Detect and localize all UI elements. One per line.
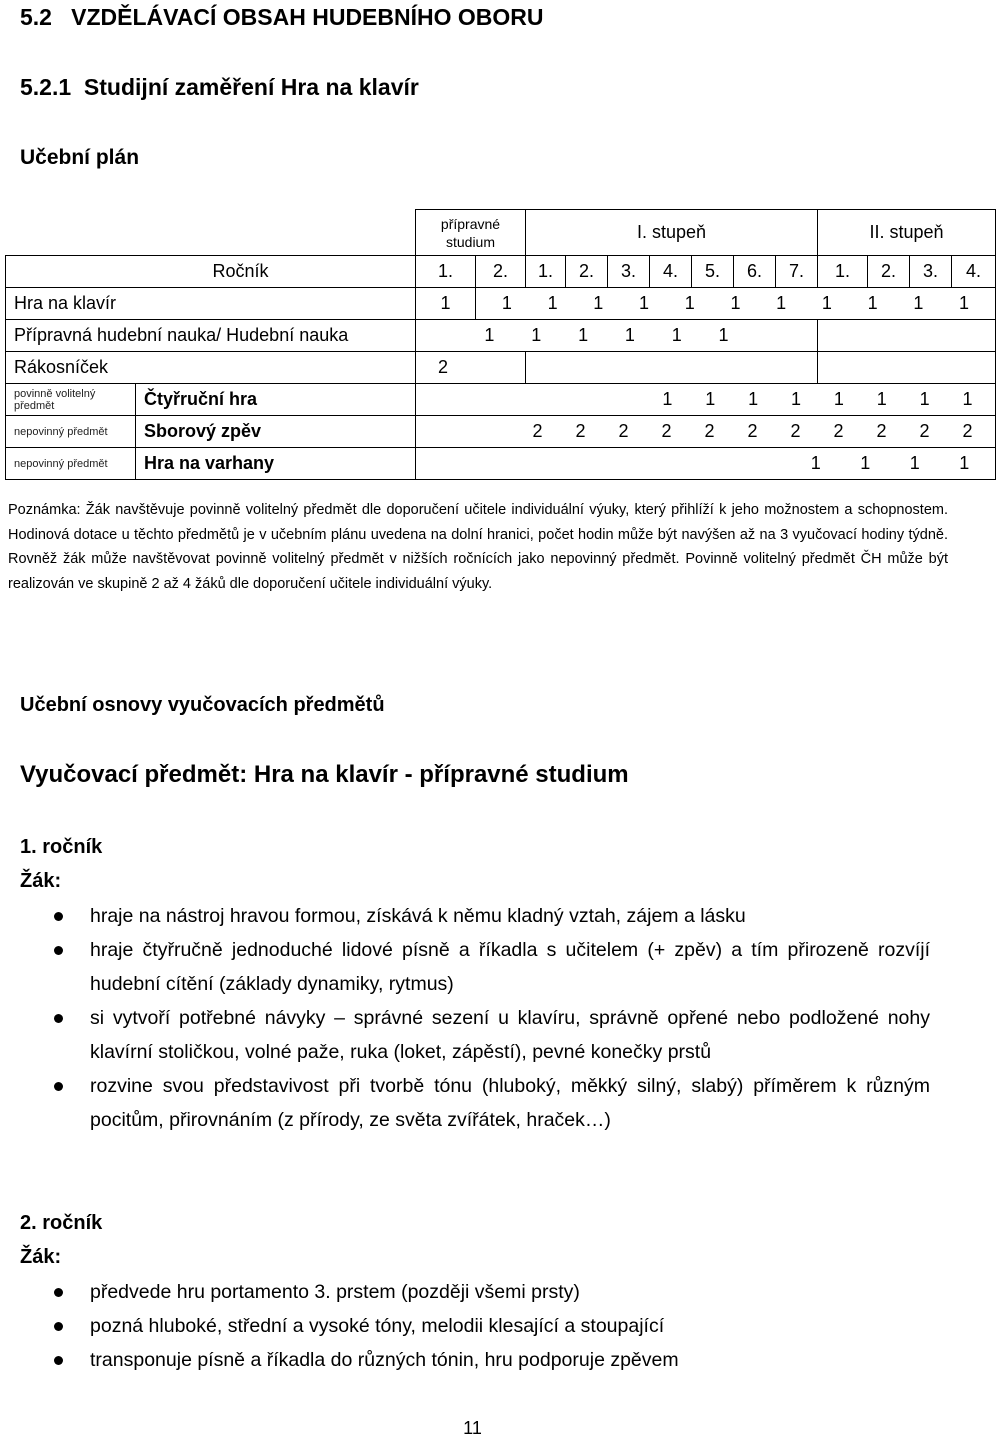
- list-item: [20, 1309, 930, 1343]
- value-cell: 1: [913, 293, 924, 313]
- value-cell: 1: [639, 293, 650, 313]
- value-cell: 2: [532, 421, 543, 441]
- plan-note: [8, 498, 948, 596]
- grade-label: 2. ročník: [20, 1212, 103, 1234]
- rocnik-cell: 1.: [526, 256, 566, 288]
- value-cell: 1: [547, 293, 558, 313]
- list-item-text: hraje na nástroj hravou formou, získává k němu kladný vztah, zájem a lásku: [90, 905, 746, 927]
- list-item-text: rozvine svou představivost při tvorbě tónu (hluboký, měkký silný, slabý) příměrem k různým pocitům, přirovnáním (z přírody, ze světa zvířátek, hraček…): [90, 1075, 930, 1131]
- list-item-text: transponuje písně a říkadla do různých tónin, hru podporuje zpěvem: [90, 1349, 679, 1371]
- table-row: [6, 352, 996, 384]
- value-cell: 1: [684, 293, 695, 313]
- rocnik-cell: 6.: [734, 256, 776, 288]
- value-cell: 2: [618, 421, 629, 441]
- list-item: [20, 1343, 930, 1377]
- value-cell: 2: [833, 421, 844, 441]
- value-cell: 1: [671, 325, 682, 345]
- bullet-icon: [54, 912, 63, 921]
- rocnik-cell: 1.: [818, 256, 868, 288]
- value-cell: 1: [501, 293, 512, 313]
- values-span: [416, 384, 996, 416]
- rocnik-cell: 5.: [692, 256, 734, 288]
- grade-block: [20, 830, 102, 898]
- subject-label: Přípravná hudební nauka/ Hudební nauka: [6, 320, 416, 352]
- plan-title: Učební plán: [20, 146, 140, 169]
- value-cell: 1: [791, 389, 802, 409]
- header-stupen-1: I. stupeň: [526, 210, 818, 256]
- value-cell: 1: [624, 325, 635, 345]
- list-item-text: předvede hru portamento 3. prstem (později všemi prsty): [90, 1281, 580, 1303]
- note-part: Povinně volitelný předmět ČH může být realizován ve skupině 2 až 4 žáků dle doporučení učitele individuální výuky.: [8, 551, 948, 592]
- rocnik-cell: 3.: [608, 256, 650, 288]
- grade-block: [20, 1206, 102, 1274]
- bullet-icon: [54, 1014, 63, 1023]
- value-cell: 1: [730, 293, 741, 313]
- value-cell: 2: [704, 421, 715, 441]
- rocnik-cell: 1.: [416, 256, 476, 288]
- note-part: Hodinová dotace u těchto předmětů je v učebním plánu uvedena na dolní hranici, počet hodin může být navýšen až na 3 vyučovací hodiny týdně.: [8, 526, 948, 543]
- rocnik-cell: 2.: [476, 256, 526, 288]
- value-cell: 1: [833, 389, 844, 409]
- value-cell: 1: [962, 389, 973, 409]
- list-item: [20, 1001, 930, 1069]
- subject-label: Sborový zpěv: [136, 416, 416, 448]
- list-item: [20, 899, 930, 933]
- table-row: [6, 416, 996, 448]
- rocnik-row: [6, 256, 996, 288]
- value-cell: 1: [919, 389, 930, 409]
- rocnik-cell: 4.: [952, 256, 996, 288]
- table-row: [6, 288, 996, 320]
- subject-label: Čtyřruční hra: [136, 384, 416, 416]
- list-item: [20, 1069, 930, 1137]
- rocnik-cell: 4.: [650, 256, 692, 288]
- subsection-heading: 5.2.1 Studijní zaměření Hra na klavír: [20, 74, 419, 100]
- value-cell: 2: [661, 421, 672, 441]
- note-part: Poznámka: Žák navštěvuje povinně volitelný předmět dle doporučení učitele individuální výuky, který přihlíží k jeho možnostem a schopnostem.: [8, 502, 948, 518]
- values-span: [416, 320, 818, 352]
- value-cell: 2: [919, 421, 930, 441]
- list-item-text: si vytvoří potřebné návyky – správné sezení u klavíru, správně opřené nebo podložené nohy klavírní stoličkou, volné paže, ruka (loket, zápěstí), pevné konečky prstů: [90, 1007, 930, 1063]
- note-part: Rovněž žák může navštěvovat povinně volitelný předmět v nižších ročnících jako nepovinný předmět.: [8, 551, 680, 567]
- value-cell: 1: [748, 389, 759, 409]
- bullet-icon: [54, 1356, 63, 1365]
- section-heading: 5.2 VZDĚLÁVACÍ OBSAH HUDEBNÍHO OBORU: [20, 4, 544, 30]
- value-cell: 2: [416, 352, 526, 384]
- page-number: 11: [463, 1418, 482, 1438]
- header-pripravne: přípravné studium: [416, 210, 526, 256]
- study-plan-table: [5, 209, 996, 480]
- bullet-icon: [54, 946, 63, 955]
- value-cell: 2: [747, 421, 758, 441]
- zak-label: Žák:: [20, 870, 62, 892]
- header-stupen-2: II. stupeň: [818, 210, 996, 256]
- bullet-icon: [54, 1288, 63, 1297]
- value-cell: 2: [575, 421, 586, 441]
- rocnik-cell: 7.: [776, 256, 818, 288]
- value-cell: 1: [705, 389, 716, 409]
- header-group-row: [6, 210, 996, 256]
- value-cell: 2: [962, 421, 973, 441]
- table-row: [6, 448, 996, 480]
- grade-label: 1. ročník: [20, 836, 103, 858]
- list-item-text: pozná hluboké, střední a vysoké tóny, melodii klesající a stoupající: [90, 1315, 665, 1337]
- value-cell: 1: [662, 389, 673, 409]
- value-cell: 1: [867, 293, 878, 313]
- value-cell: 2: [876, 421, 887, 441]
- value-cell: 1: [416, 288, 476, 320]
- list-item: [20, 1275, 930, 1309]
- subject-label: Hra na varhany: [136, 448, 416, 480]
- table-row: [6, 384, 996, 416]
- empty-cell: [526, 352, 818, 384]
- subject-title: Vyučovací předmět: Hra na klavír - přípravné studium: [20, 761, 629, 788]
- value-cell: 1: [776, 293, 787, 313]
- value-cell: 1: [959, 293, 970, 313]
- value-cell: 1: [484, 325, 495, 345]
- empty-cell: [818, 352, 996, 384]
- list-item: [20, 933, 930, 1001]
- value-cell: 1: [876, 389, 887, 409]
- value-cell: 1: [810, 453, 821, 473]
- subject-label: Hra na klavír: [6, 288, 416, 320]
- grade-2-list: [20, 1275, 930, 1377]
- subject-type: povinně volitelný předmět: [6, 384, 136, 416]
- value-cell: 1: [860, 453, 871, 473]
- zak-label: Žák:: [20, 1246, 62, 1268]
- value-cell: 1: [718, 325, 729, 345]
- subject-type: nepovinný předmět: [6, 448, 136, 480]
- table-row: [6, 320, 996, 352]
- rocnik-cell: 2.: [868, 256, 910, 288]
- rocnik-cell: 3.: [910, 256, 952, 288]
- list-item-text: hraje čtyřručně jednoduché lidové písně a říkadla s učitelem (+ zpěv) a tím přirozeně rozvíjí hudební cítění (základy dynamiky, rytmus): [90, 939, 930, 995]
- value-cell: 1: [959, 453, 970, 473]
- grade-1-list: [20, 899, 930, 1137]
- value-cell: 1: [578, 325, 589, 345]
- values-span: [416, 416, 996, 448]
- rocnik-label: Ročník: [6, 256, 416, 288]
- value-cell: 1: [593, 293, 604, 313]
- values-span: [416, 448, 996, 480]
- value-cell: 1: [909, 453, 920, 473]
- value-cell: 1: [531, 325, 542, 345]
- value-cell: 1: [821, 293, 832, 313]
- values-span: [476, 288, 996, 320]
- bullet-icon: [54, 1082, 63, 1091]
- bullet-icon: [54, 1322, 63, 1331]
- subject-label: Rákosníček: [6, 352, 416, 384]
- subject-type: nepovinný předmět: [6, 416, 136, 448]
- empty-cell: [818, 320, 996, 352]
- rocnik-cell: 2.: [566, 256, 608, 288]
- osnovy-title: Učební osnovy vyučovacích předmětů: [20, 694, 385, 716]
- value-cell: 2: [790, 421, 801, 441]
